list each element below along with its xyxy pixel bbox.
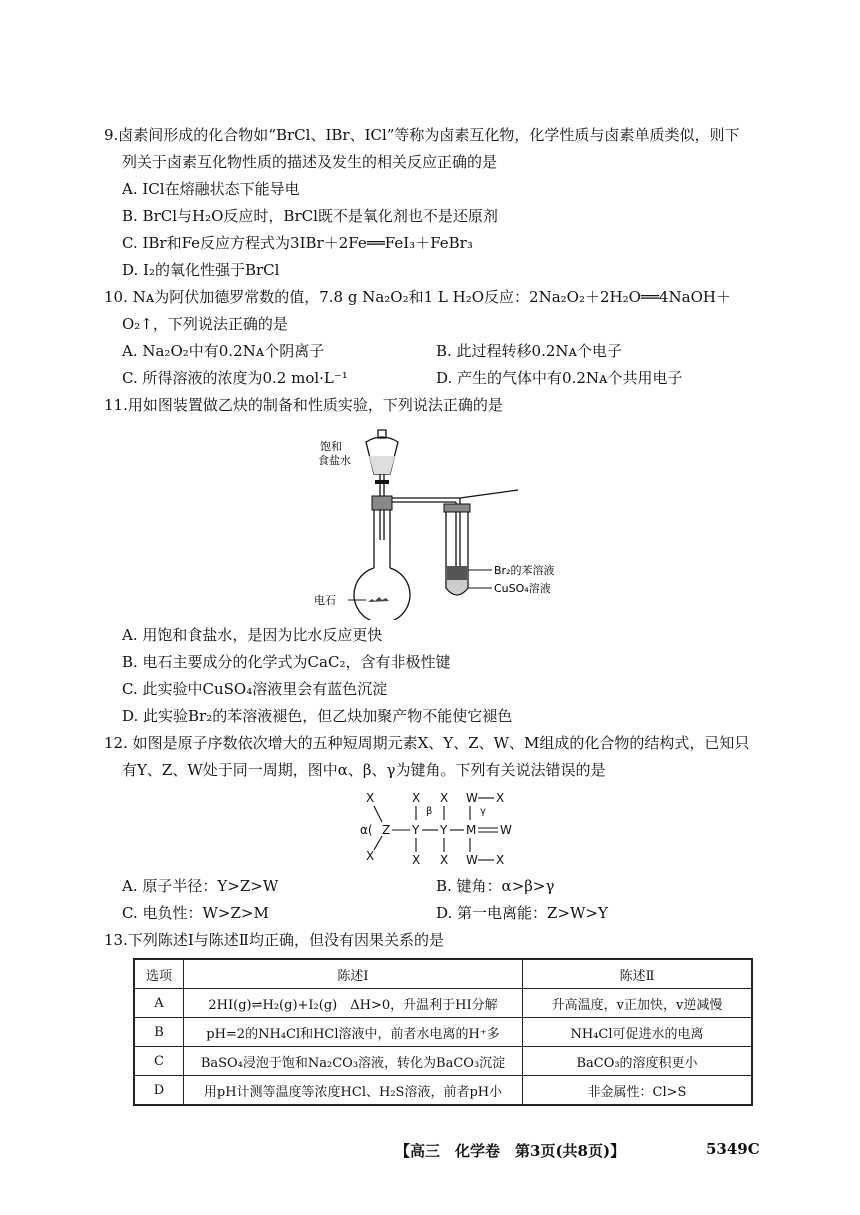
q11-option-a: A. 用饱和食盐水，是因为比水反应更快 — [122, 626, 383, 644]
acetylene-apparatus-figure — [300, 420, 580, 620]
svg-text:Z: Z — [382, 823, 391, 837]
svg-text:W: W — [500, 823, 512, 837]
q9-option-d: D. I₂的氧化性强于BrCl — [122, 261, 280, 279]
svg-text:W: W — [466, 791, 478, 805]
svg-text:β: β — [426, 806, 433, 817]
footer-exam-code: 5349C — [706, 1140, 760, 1158]
q11-option-b: B. 电石主要成分的化学式为CaC₂，含有非极性键 — [122, 653, 451, 671]
table-header-option: 选项 — [134, 959, 184, 989]
q10-stem-line1: 10. Nᴀ为阿伏加德罗常数的值，7.8 g Na₂O₂和1 L H₂O反应：2Na₂O₂＋2H₂O══4NaOH＋ — [104, 288, 731, 306]
svg-text:W: W — [466, 853, 478, 867]
q9-option-c: C. IBr和Fe反应方程式为3IBr＋2Fe══FeI₃＋FeBr₃ — [122, 234, 473, 252]
table-cell: pH=2的NH₄Cl和HCl溶液中，前者水电离的H⁺多 — [184, 1018, 523, 1047]
q12-option-d: D. 第一电离能：Z>W>Y — [436, 904, 608, 922]
figure-label-carbide: 电石 — [314, 594, 336, 607]
table-cell: B — [134, 1018, 184, 1047]
figure-label-saturated: 饱和 — [320, 440, 342, 453]
q12-option-b: B. 键角：α>β>γ — [436, 877, 555, 895]
svg-text:Y: Y — [412, 823, 420, 837]
q13-table — [133, 958, 753, 1106]
q9-option-b: B. BrCl与H₂O反应时，BrCl既不是氧化剂也不是还原剂 — [122, 207, 498, 225]
table-row — [134, 989, 752, 1018]
table-cell: C — [134, 1047, 184, 1076]
table-row — [134, 1047, 752, 1076]
svg-text:X: X — [412, 791, 421, 805]
table-header-statement-1: 陈述Ⅰ — [184, 959, 523, 989]
q13-stem: 13.下列陈述Ⅰ与陈述Ⅱ均正确，但没有因果关系的是 — [104, 931, 444, 949]
table-header-statement-2: 陈述Ⅱ — [523, 959, 753, 989]
svg-text:α(: α( — [360, 823, 373, 837]
footer-page-info: 【高三 化学卷 第3页(共8页)】 — [395, 1142, 626, 1160]
table-cell: NH₄Cl可促进水的电离 — [523, 1018, 753, 1047]
table-row — [134, 1076, 752, 1106]
figure-label-br2-benzene: Br₂的苯溶液 — [494, 564, 555, 577]
q11-option-c: C. 此实验中CuSO₄溶液里会有蓝色沉淀 — [122, 680, 388, 698]
structural-formula-figure — [350, 788, 530, 868]
q10-option-a: A. Na₂O₂中有0.2Nᴀ个阴离子 — [122, 342, 325, 360]
svg-text:X: X — [366, 791, 375, 805]
svg-text:γ: γ — [480, 806, 486, 817]
q10-option-c: C. 所得溶液的浓度为0.2 mol·L⁻¹ — [122, 369, 348, 387]
svg-text:X: X — [440, 853, 449, 867]
svg-text:M: M — [466, 823, 477, 837]
table-cell: BaCO₃的溶度积更小 — [523, 1047, 753, 1076]
table-cell: D — [134, 1076, 184, 1106]
q9-option-a: A. ICl在熔融状态下能导电 — [122, 180, 300, 198]
q11-option-d: D. 此实验Br₂的苯溶液褪色，但乙炔加聚产物不能使它褪色 — [122, 707, 513, 725]
q10-stem-line2: O₂↑，下列说法正确的是 — [122, 315, 288, 333]
figure-label-brine: 食盐水 — [318, 454, 351, 467]
svg-text:X: X — [366, 849, 375, 863]
svg-text:X: X — [440, 791, 449, 805]
table-cell: BaSO₄浸泡于饱和Na₂CO₃溶液，转化为BaCO₃沉淀 — [184, 1047, 523, 1076]
table-cell: 升高温度，v正加快，v逆减慢 — [523, 989, 753, 1018]
q11-stem: 11.用如图装置做乙炔的制备和性质实验，下列说法正确的是 — [104, 396, 503, 414]
table-cell: 用pH计测等温度等浓度HCl、H₂S溶液，前者pH小 — [184, 1076, 523, 1106]
q12-stem-line1: 12. 如图是原子序数依次增大的五种短周期元素X、Y、Z、W、M组成的化合物的结构式，已知只 — [104, 734, 750, 752]
table-row — [134, 1018, 752, 1047]
q12-option-a: A. 原子半径：Y>Z>W — [122, 877, 279, 895]
q9-stem-line2: 列关于卤素互化物性质的描述及发生的相关反应正确的是 — [122, 153, 498, 171]
table-cell: 非金属性：Cl>S — [523, 1076, 753, 1106]
svg-text:X: X — [496, 791, 505, 805]
q10-option-d: D. 产生的气体中有0.2Nᴀ个共用电子 — [436, 369, 683, 387]
table-cell: A — [134, 989, 184, 1018]
svg-text:X: X — [412, 853, 421, 867]
table-cell: 2HI(g)⇌H₂(g)+I₂(g) ΔH>0，升温利于HI分解 — [184, 989, 523, 1018]
q10-option-b: B. 此过程转移0.2Nᴀ个电子 — [436, 342, 623, 360]
q9-stem-line1: 9.卤素间形成的化合物如“BrCl、IBr、ICl”等称为卤素互化物，化学性质与卤素单质类似，则下 — [104, 126, 740, 144]
table-header-row — [134, 959, 752, 989]
svg-text:X: X — [496, 853, 505, 867]
svg-text:Y: Y — [440, 823, 448, 837]
figure-label-cuso4: CuSO₄溶液 — [494, 582, 551, 595]
q12-option-c: C. 电负性：W>Z>M — [122, 904, 269, 922]
q12-stem-line2: 有Y、Z、W处于同一周期，图中α、β、γ为键角。下列有关说法错误的是 — [122, 761, 606, 779]
